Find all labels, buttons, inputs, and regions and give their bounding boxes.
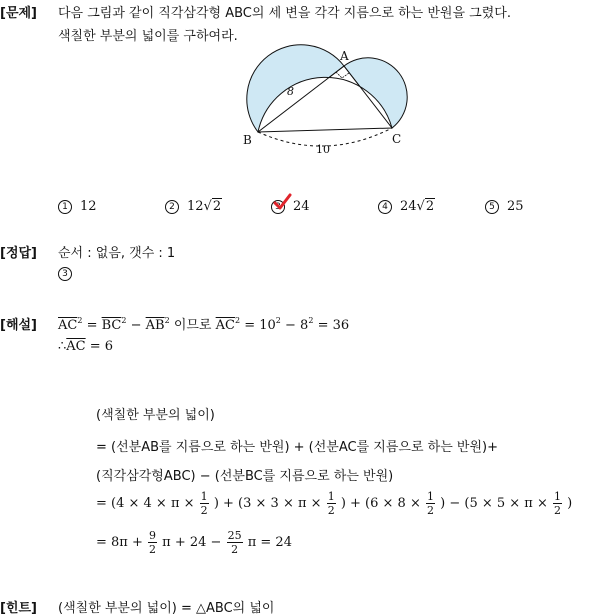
option-radicand: 2	[212, 199, 222, 214]
option-number: 5	[485, 200, 499, 214]
option-value: 12	[187, 199, 204, 214]
semicircle-figure	[235, 42, 415, 157]
hint-text: (색칠한 부분의 넓이) = △ABC의 넓이	[58, 601, 275, 616]
option-2[interactable]: 2 12√2	[165, 199, 222, 214]
area-title: (색칠한 부분의 넓이)	[96, 408, 215, 423]
answer-choice-number: 3	[58, 267, 72, 281]
area-line-2: (직각삼각형ABC) − (선분BC를 지름으로 하는 반원)	[96, 469, 394, 484]
option-4[interactable]: 4 24√2	[378, 199, 435, 214]
option-radicand: 2	[425, 199, 435, 214]
option-1[interactable]	[58, 199, 97, 214]
problem-label: [문제]	[0, 6, 37, 21]
option-number: 3	[271, 200, 285, 214]
vertex-c-label: C	[392, 132, 402, 146]
right-angle-mark	[336, 72, 349, 78]
option-value: 24	[400, 199, 417, 214]
answer-label: [정답]	[0, 246, 37, 261]
answer-choice	[58, 266, 80, 281]
answer-order-text: 순서 : 없음, 갯수 : 1	[58, 246, 176, 261]
checkmark-icon	[272, 192, 292, 212]
option-number: 4	[378, 200, 392, 214]
area-line-4: = 8π + $\frac{9}{2}$ π + 24 − $\frac{25}{2}$ π = 24	[96, 529, 292, 556]
area-line-3: = (4 × 4 × π × $\frac{1}{2}$ ) + (3 × 3 × π × $\frac{1}{2}$ ) + (6 × 8 × $\frac{1}{2}$ ) − (5 × 5 × π × $\frac{1}{2}$ )	[96, 490, 573, 517]
area-line-1: = (선분AB를 지름으로 하는 반원) + (선분AC를 지름으로 하는 반원)+	[96, 440, 498, 455]
hint-label: [힌트]	[0, 601, 37, 616]
ab-length-label: 8	[287, 85, 294, 98]
equation-1: $\overline{AC}^2 = \overline{BC}^2 - \overline{AB}^2$ 이므로 $\overline{AC}^2 = 10^2 - 8^2 = 36$	[58, 316, 350, 333]
option-value: 12	[80, 199, 97, 214]
vertex-b-label: B	[243, 133, 252, 147]
option-number: 1	[58, 200, 72, 214]
option-5[interactable]	[485, 199, 524, 214]
problem-line-1: 다음 그림과 같이 직각삼각형 ABC의 세 변을 각각 지름으로 하는 반원을 그렸다.	[58, 6, 511, 21]
bc-length-label: 10	[316, 143, 330, 156]
option-value: 25	[507, 199, 524, 214]
equation-2: $\therefore\overline{AC} = 6$	[58, 339, 114, 354]
problem-line-2: 색칠한 부분의 넓이를 구하여라.	[58, 29, 238, 44]
option-value: 24	[293, 199, 310, 214]
vertex-a-label: A	[340, 49, 349, 63]
explanation-label: [해설]	[0, 318, 37, 333]
option-number: 2	[165, 200, 179, 214]
